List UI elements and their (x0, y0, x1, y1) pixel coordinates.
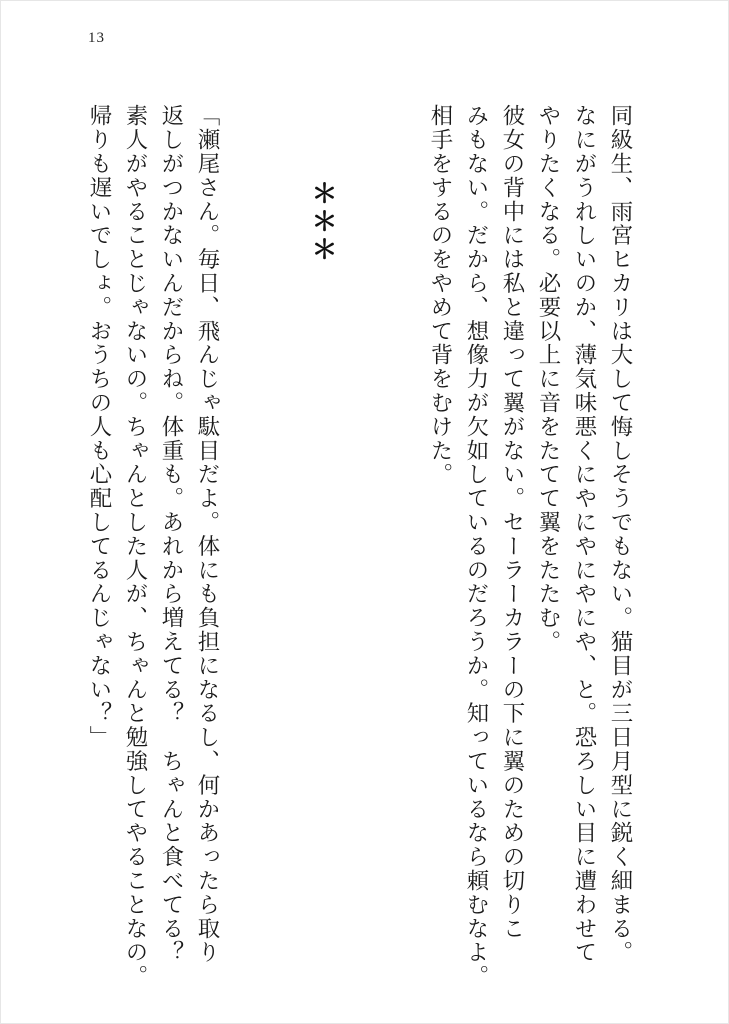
text-column: 相手をするのをやめて背をむけた。 (427, 104, 453, 487)
dialogue-column: 素人がやることじゃないの。ちゃんとした人が、ちゃんと勉強してやることなの。 (122, 104, 148, 989)
text-column: みもない。だから、想像力が欠如しているのだろうか。知っているなら頼むなよ。 (463, 104, 489, 989)
page-number: 13 (88, 30, 105, 46)
text-column: 彼女の背中には私と違って翼がない。セーラーカラーの下に翼のための切りこ (499, 104, 525, 941)
dialogue-column: 帰りも遅いでしょ。おうちの人も心配してるんじゃない？」 (86, 104, 112, 750)
section-separator: ＊＊＊ (307, 180, 337, 264)
text-column: なにがうれしいのか、薄気味悪くにやにやにやにや、と。恐ろしい目に遭わせて (571, 104, 597, 965)
dialogue-column: 「瀬尾さん。毎日、飛んじゃ駄目だよ。体にも負担になるし、何かあったら取り (194, 104, 220, 965)
dialogue-column: 返しがつかないんだからね。体重も。あれから増えてる？ ちゃんと食べてる？ (158, 104, 184, 965)
text-column: 同級生、雨宮ヒカリは大して悔しそうでもない。猫目が三日月型に鋭く細まる。 (607, 104, 633, 965)
text-column: やりたくなる。必要以上に音をたてて翼をたたむ。 (535, 104, 561, 654)
